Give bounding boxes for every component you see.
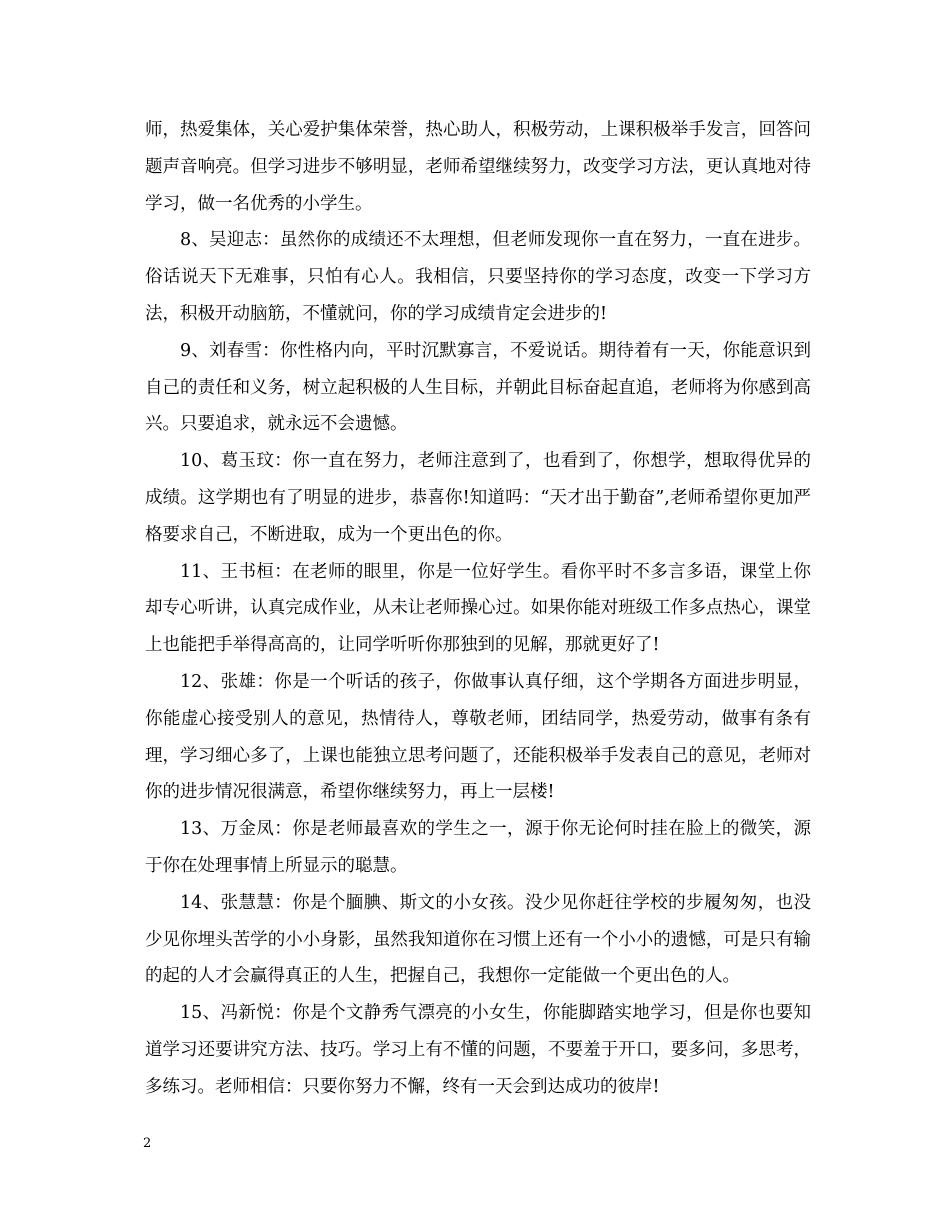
paragraph-9: 15、冯新悦：你是个文静秀气漂亮的小女生，你能脚踏实地学习，但是你也要知道学习还要讲究方法、技巧。学习上有不懂的问题，不要羞于开口，要多问，多思考，多练习。老师相信：只要你努力不懈，终有一天会到达成功的彼岸! <box>145 1003 811 1097</box>
paragraph-4: 10、葛玉玟：你一直在努力，老师注意到了，也看到了，你想学，想取得优异的成绩。这学期也有了明显的进步，恭喜你!知道吗：“天才出于勤奋”,老师希望你更加严格要求自己，不断进取，成为一个更出色的你。 <box>145 451 811 545</box>
paragraph-3: 9、刘春雪：你性格内向，平时沉默寡言，不爱说话。期待着有一天，你能意识到自己的责任和义务，树立起积极的人生目标，并朝此目标奋起直追，老师将为你感到高兴。只要追求，就永远不会遗憾。 <box>145 340 811 435</box>
paragraph-2: 8、吴迎志：虽然你的成绩还不太理想，但老师发现你一直在努力，一直在进步。俗话说天下无难事，只怕有心人。我相信，只要坚持你的学习态度，改变一下学习方法，积极开动脑筋，不懂就问，你的学习成绩肯定会进步的! <box>145 230 811 324</box>
paragraph-6: 12、张雄：你是一个听话的孩子，你做事认真仔细，这个学期各方面进步明显，你能虚心接受别人的意见，热情待人，尊敬老师，团结同学，热爱劳动，做事有条有理，学习细心多了，上课也能独立思考问题了，还能积极举手发表自己的意见，老师对你的进步情况很满意，希望你继续努力，再上一层楼! <box>145 671 811 803</box>
paragraph-5: 11、王书桓：在老师的眼里，你是一位好学生。看你平时不多言多语，课堂上你却专心听讲，认真完成作业，从未让老师操心过。如果你能对班级工作多点热心，课堂上也能把手举得高高的，让同学听听你那独到的见解，那就更好了! <box>145 561 811 656</box>
body-text <box>145 112 811 1106</box>
page-number: 2 <box>143 1136 152 1151</box>
paragraph-1: 师，热爱集体，关心爱护集体荣誉，热心助人，积极劳动，上课积极举手发言，回答问题声音响亮。但学习进步不够明显，老师希望继续努力，改变学习方法，更认真地对待学习，做一名优秀的小学生。 <box>145 120 811 214</box>
paragraph-8: 14、张慧慧：你是个腼腆、斯文的小女孩。没少见你赶往学校的步履匆匆，也没少见你埋头苦学的小小身影，虽然我知道你在习惯上还有一个小小的遗憾，可是只有输的起的人才会赢得真正的人生，把握自己，我想你一定能做一个更出色的人。 <box>145 892 811 987</box>
paragraph-7: 13、万金凤：你是老师最喜欢的学生之一，源于你无论何时挂在脸上的微笑，源于你在处理事情上所显示的聪慧。 <box>145 819 811 876</box>
